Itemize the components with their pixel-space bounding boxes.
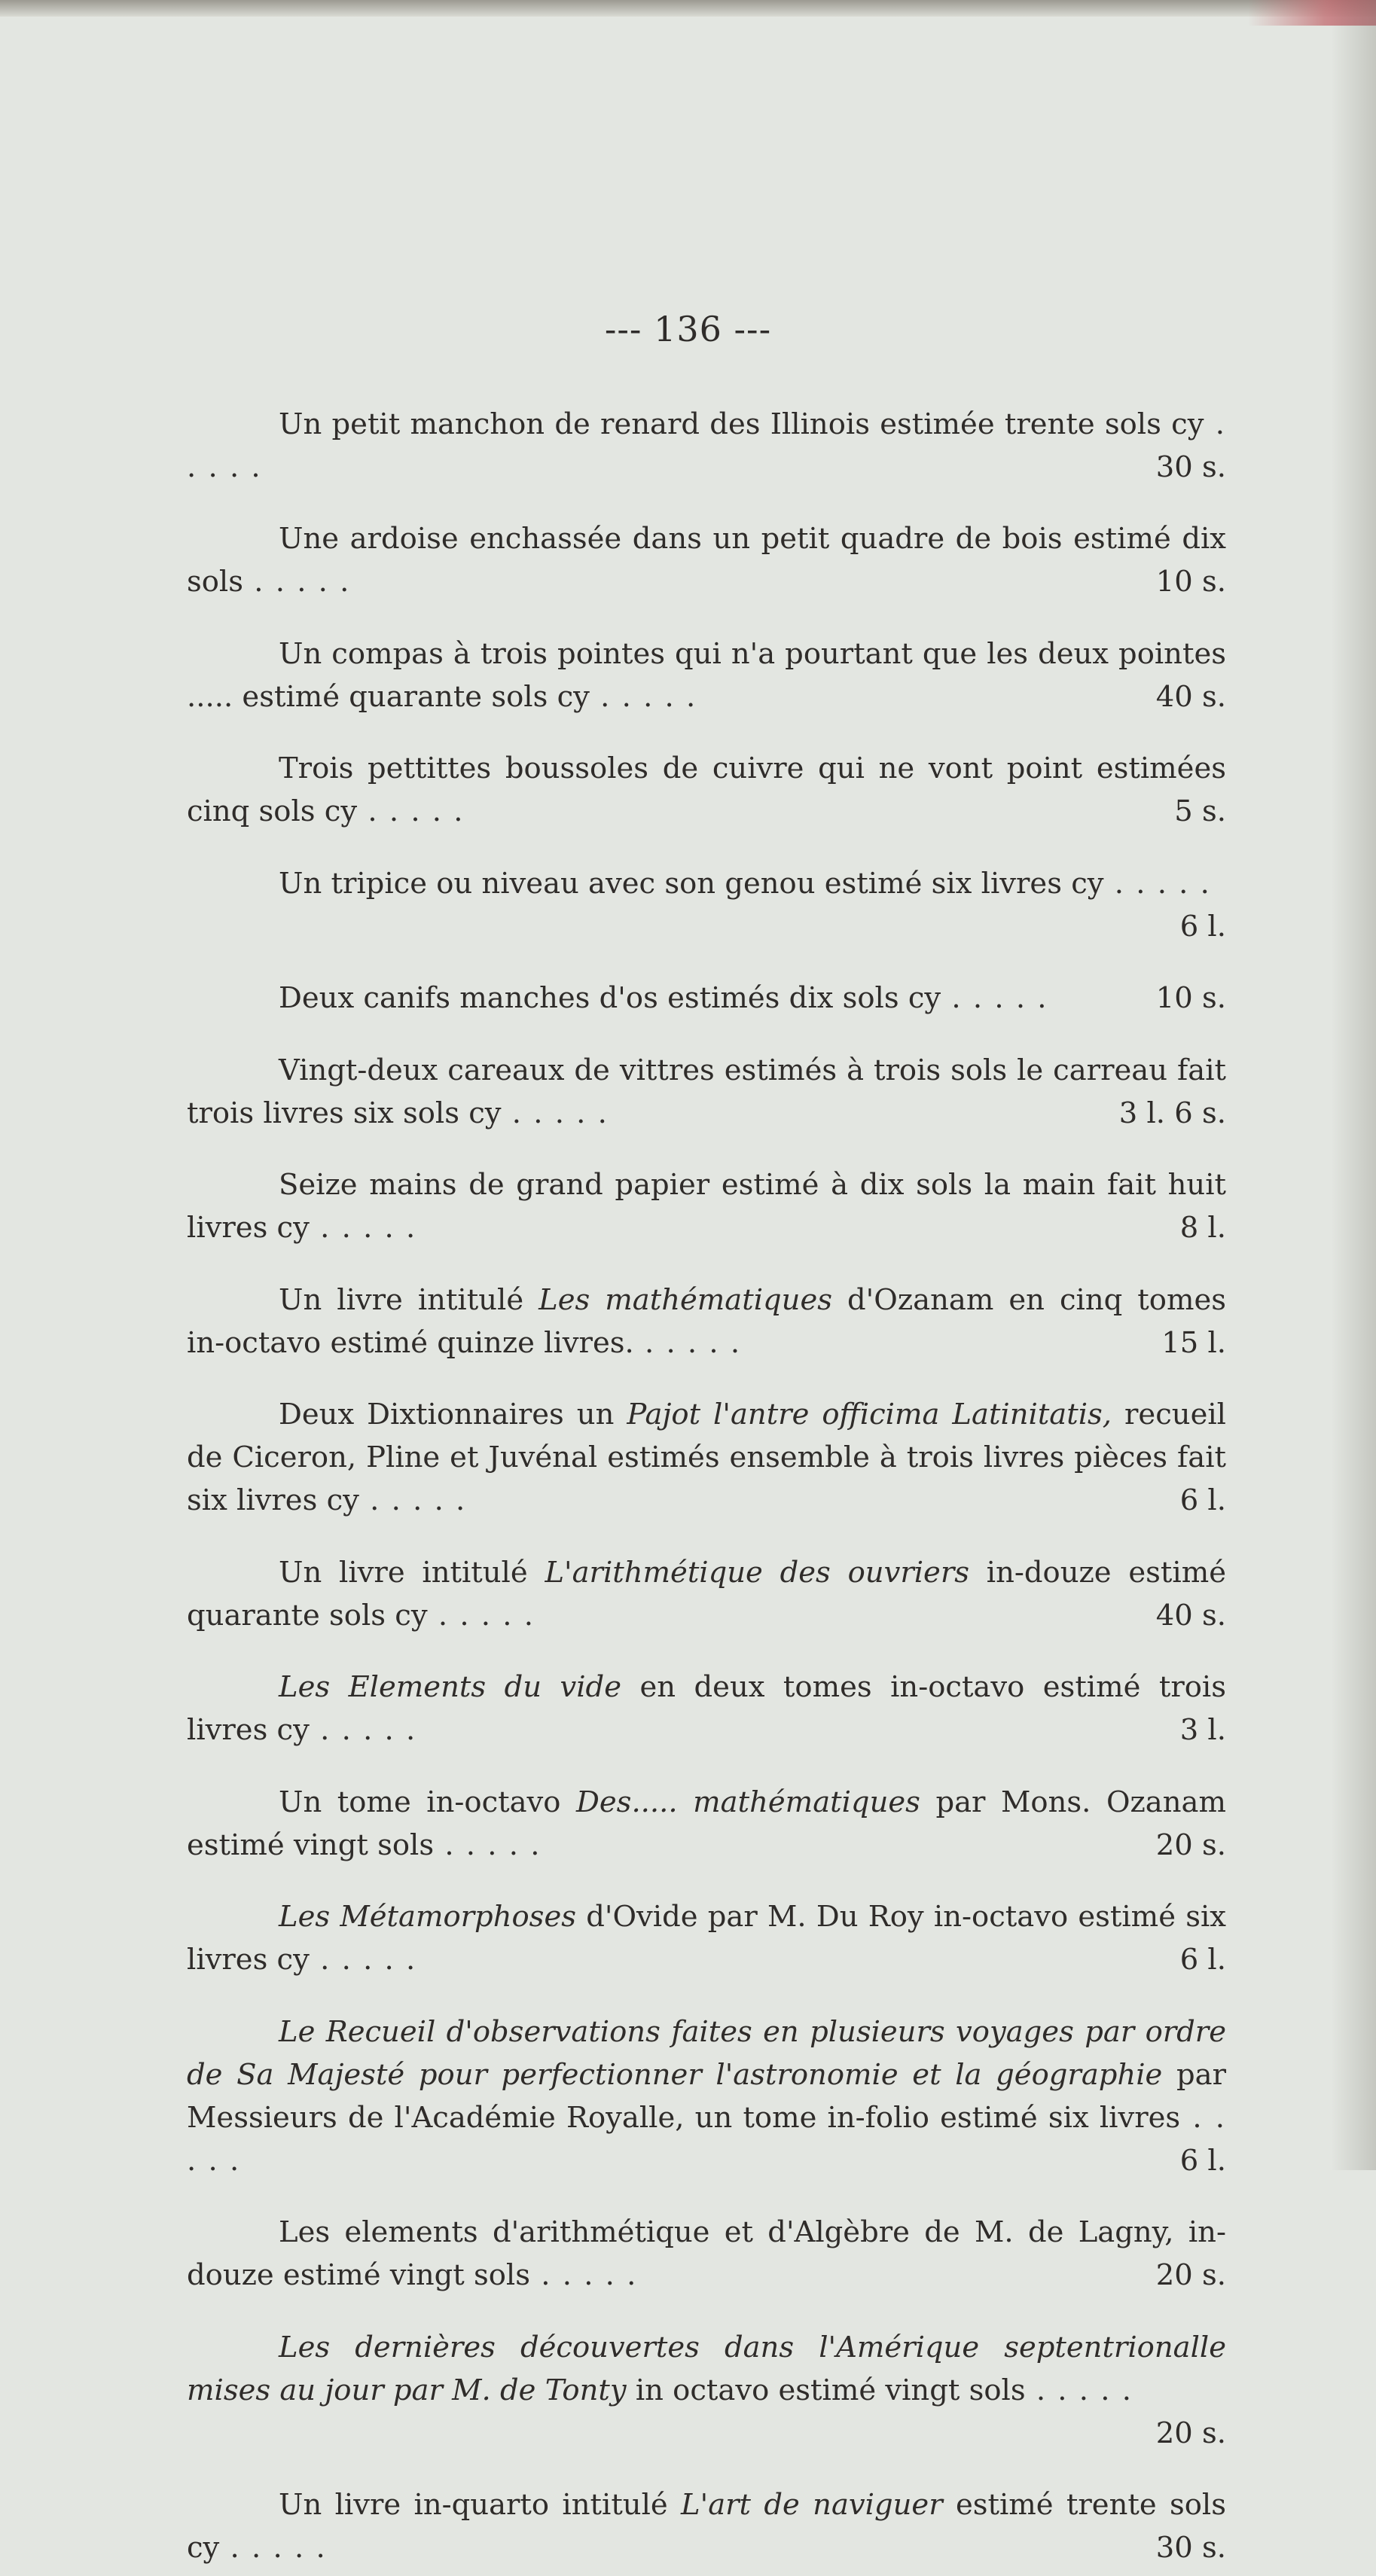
entry-title-italic: Les Elements du vide <box>279 1670 621 1704</box>
dot-leader: . . . . . <box>633 1325 742 1360</box>
entry-text: Un compas à trois pointes qui n'a pourtant que les deux pointes ..... estimé quarante sols cy <box>187 636 1226 714</box>
entry-price: 15 l. <box>1161 1325 1226 1360</box>
dot-leader: . . . . . <box>1025 2373 1133 2407</box>
entry-text: Un livre intitulé <box>279 1555 545 1590</box>
inventory-entry <box>187 1163 1226 1249</box>
entry-text: Trois pettittes boussoles de cuivre qui ne vont point estimées cinq sols cy <box>187 751 1226 828</box>
dot-leader: . . . . . <box>243 565 351 599</box>
entry-text: d'Ozanam en cinq tomes in-octavo estimé quinze livres. <box>187 1282 1226 1360</box>
inventory-entry <box>187 2326 1226 2455</box>
entry-title-italic: Les mathématiques <box>539 1282 833 1317</box>
entry-title-italic: Des..... mathématiques <box>576 1785 920 1819</box>
entry-text: d'Ovide par M. Du Roy in-octavo estimé six livres cy <box>187 1900 1226 1977</box>
entry-text: Seize mains de grand papier estimé à dix sols la main fait huit livres cy <box>187 1168 1226 1245</box>
entry-text: in-douze estimé quarante sols cy <box>187 1555 1226 1632</box>
entry-price: 3 l. 6 s. <box>1118 1096 1226 1130</box>
inventory-entry <box>187 2010 1226 2182</box>
dot-leader: . . . . . <box>309 1943 417 1977</box>
inventory-entry <box>187 1551 1226 1637</box>
entry-text: par Messieurs de l'Académie Royalle, un tome in-folio estimé six livres <box>187 2057 1226 2135</box>
entry-text: Une ardoise enchassée dans un petit quadre de bois estimé dix sols <box>187 522 1226 599</box>
dot-leader: . . . . . <box>501 1096 609 1130</box>
inventory-entry <box>187 977 1226 1020</box>
dot-leader: . . . . . <box>309 1713 417 1747</box>
entry-price: 20 s. <box>1155 1828 1226 1862</box>
entry-text: Un livre in-quarto intitulé <box>279 2488 682 2522</box>
entry-price: 40 s. <box>1155 1598 1226 1632</box>
inventory-list <box>187 373 1226 2576</box>
entry-price: 30 s. <box>1155 2531 1226 2565</box>
entry-price: 6 l. <box>1179 1943 1226 1977</box>
entry-price: 6 l. <box>1179 909 1226 944</box>
inventory-entry <box>187 1781 1226 1867</box>
entry-text: estimé trente sols cy <box>187 2488 1226 2565</box>
entry-price: 3 l. <box>1179 1713 1226 1747</box>
dot-leader: . . . . . <box>941 981 1048 1015</box>
entry-price: 6 l. <box>1179 2143 1226 2178</box>
inventory-entry <box>187 2483 1226 2569</box>
inventory-entry <box>187 403 1226 489</box>
entry-text: Un tripice ou niveau avec son genou estimé six livres cy <box>279 866 1104 901</box>
entry-title-italic: Les Métamorphoses <box>279 1900 576 1934</box>
dot-leader: . . . . . <box>427 1598 535 1632</box>
dot-leader: . . . . . <box>309 1211 417 1245</box>
entry-text: recueil de Ciceron, Pline et Juvénal estimés ensemble à trois livres pièces fait six livres cy <box>187 1398 1226 1517</box>
inventory-entry <box>187 1895 1226 1981</box>
dot-leader: . . . . . <box>434 1828 542 1862</box>
inventory-entry <box>187 2211 1226 2297</box>
inventory-entry <box>187 747 1226 833</box>
entry-price: 20 s. <box>1155 2258 1226 2292</box>
entry-text: Deux canifs manches d'os estimés dix sols cy <box>279 981 941 1015</box>
inventory-entry <box>187 517 1226 603</box>
inventory-entry <box>187 1666 1226 1751</box>
entry-title-italic: L'arithmétique des ouvriers <box>545 1555 969 1590</box>
dot-leader: . . . . . <box>187 2100 1226 2178</box>
inventory-entry <box>187 633 1226 718</box>
entry-price: 20 s. <box>1155 2416 1226 2450</box>
dot-leader: . . . . . <box>1103 866 1211 901</box>
entry-price: 10 s. <box>1155 565 1226 599</box>
dot-leader: . . . . . <box>357 794 465 828</box>
dot-leader: . . . . . <box>187 407 1226 484</box>
inventory-entry <box>187 1393 1226 1522</box>
inventory-entry <box>187 1279 1226 1364</box>
entry-text: Les elements d'arithmétique et d'Algèbre de M. de Lagny, in-douze estimé vingt sols <box>187 2215 1226 2292</box>
entry-price: 10 s. <box>1155 981 1226 1015</box>
entry-text: Un petit manchon de renard des Illinois estimée trente sols cy <box>279 407 1204 441</box>
entry-text: Vingt-deux careaux de vittres estimés à trois sols le carreau fait trois livres six sols cy <box>187 1053 1226 1130</box>
entry-price: 40 s. <box>1155 679 1226 714</box>
entry-title-italic: Les dernières découvertes dans l'Amérique septentrionalle mises au jour par M. de Tonty <box>187 2330 1226 2407</box>
entry-text: en deux tomes in-octavo estimé trois livres cy <box>187 1670 1226 1747</box>
inventory-entry <box>187 1049 1226 1135</box>
entry-text: Un tome in-octavo <box>279 1785 577 1819</box>
entry-text: par Mons. Ozanam estimé vingt sols <box>187 1785 1226 1862</box>
page-number: --- 136 --- <box>604 309 772 349</box>
entry-text: Deux Dixtionnaires un <box>279 1398 627 1431</box>
entry-price: 5 s. <box>1174 794 1226 828</box>
entry-text: in octavo estimé vingt sols <box>626 2373 1026 2407</box>
dot-leader: . . . . . <box>219 2531 327 2565</box>
inventory-entry <box>187 862 1226 948</box>
entry-title-italic: L'art de naviguer <box>681 2488 943 2522</box>
entry-price: 6 l. <box>1179 1483 1226 1517</box>
dot-leader: . . . . . <box>358 1483 467 1517</box>
entry-title-italic: Le Recueil d'observations faites en plusieurs voyages par ordre de Sa Majesté pour perfectionner l'astronomie et la géographie <box>187 2014 1226 2092</box>
dot-leader: . . . . . <box>589 679 697 714</box>
entry-text: Un livre intitulé <box>279 1282 539 1317</box>
entry-title-italic: Pajot l'antre officima Latinitatis, <box>627 1398 1112 1431</box>
entry-price: 8 l. <box>1179 1211 1226 1245</box>
entry-price: 30 s. <box>1155 450 1226 484</box>
page-top-edge <box>0 0 1376 17</box>
dot-leader: . . . . . <box>530 2258 638 2292</box>
